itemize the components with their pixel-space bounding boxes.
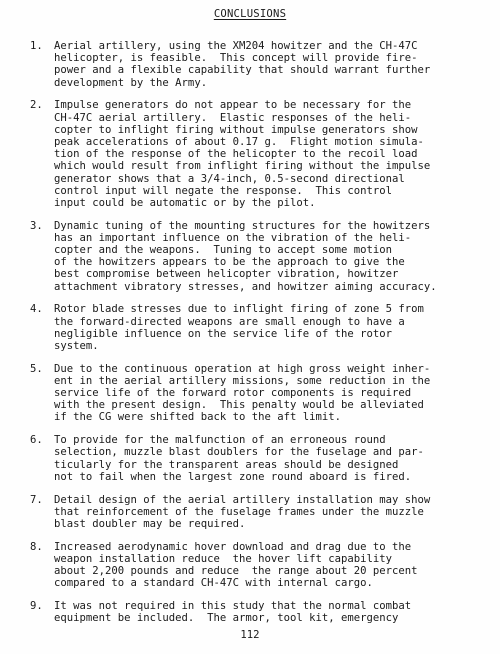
conclusion-item <box>0 220 500 293</box>
text-line: input could be automatic or by the pilot. <box>54 196 316 209</box>
text-line: which would result from inflight firing without the impulse <box>54 160 431 173</box>
text-line: peak accelerations of about 0.17 g. Flight motion simula- <box>54 135 424 148</box>
section-heading <box>0 8 500 20</box>
text-line: CH-47C aerial artillery. Elastic responses of the heli- <box>54 111 412 124</box>
text-line: Aerial artillery, using the XM204 howitzer and the CH-47C <box>54 40 418 52</box>
conclusion-text <box>54 40 482 89</box>
conclusion-number: 6. <box>30 434 43 447</box>
conclusion-number: 4. <box>30 303 43 316</box>
conclusion-text <box>54 99 482 209</box>
conclusion-text <box>54 363 482 424</box>
conclusion-item <box>0 99 500 209</box>
conclusion-number: 7. <box>30 493 43 506</box>
text-line: blast doubler may be required. <box>54 517 246 530</box>
conclusion-text <box>54 220 482 293</box>
text-line: Detail design of the aerial artillery installation may show <box>54 493 431 506</box>
text-line: Impulse generators do not appear to be necessary for the <box>54 99 412 112</box>
text-line: copter to inflight firing without impulse generators show <box>54 123 418 136</box>
conclusions-list <box>0 40 500 635</box>
text-line: tion of the response of the helicopter to the recoil load <box>54 148 418 161</box>
text-line: system. <box>54 339 99 352</box>
conclusion-item <box>0 303 500 352</box>
conclusion-text <box>54 303 482 352</box>
text-line: power and a flexible capability that should warrant further <box>54 64 431 77</box>
conclusion-text <box>54 600 482 624</box>
text-line: of the howitzers appears to be the approach to give the <box>54 256 405 269</box>
conclusion-text <box>54 541 482 590</box>
text-line: service life of the forward rotor components is required <box>54 387 412 400</box>
text-line: equipment be included. The armor, tool kit, emergency <box>54 612 399 625</box>
text-line: with the present design. This penalty would be alleviated <box>54 399 424 412</box>
text-line: Due to the continuous operation at high gross weight inher- <box>54 362 431 375</box>
text-line: weapon installation reduce the hover lift capability <box>54 552 393 565</box>
text-line: It was not required in this study that the normal combat <box>54 599 412 612</box>
text-line: if the CG were shifted back to the aft limit. <box>54 411 342 424</box>
conclusion-number: 9. <box>30 599 43 612</box>
text-line: copter and the weapons. Tuning to accept some motion <box>54 244 393 257</box>
text-line: generator shows that a 3/4-inch, 0.5-second directional <box>54 172 405 185</box>
text-line: best compromise between helicopter vibration, howitzer <box>54 268 399 281</box>
conclusion-number: 2. <box>30 99 43 112</box>
page-number: 112 <box>240 629 260 641</box>
text-line: To provide for the malfunction of an erroneous round <box>54 434 386 447</box>
conclusion-number: 8. <box>30 540 43 553</box>
text-line: compared to a standard CH-47C with internal cargo. <box>54 577 373 590</box>
text-line: ent in the aerial artillery missions, some reduction in the <box>54 374 431 387</box>
text-line: Dynamic tuning of the mounting structures for the howitzers <box>54 219 431 232</box>
conclusion-item <box>0 40 500 89</box>
text-line: Rotor blade stresses due to inflight firing of zone 5 from <box>54 303 424 316</box>
conclusion-number: 5. <box>30 362 43 375</box>
conclusion-item <box>0 434 500 483</box>
text-line: development by the Army. <box>54 76 208 89</box>
text-line: not to fail when the largest zone round aboard is fired. <box>54 470 412 483</box>
text-line: helicopter, is feasible. This concept will provide fire- <box>54 52 418 65</box>
text-line: the forward-directed weapons are small enough to have a <box>54 315 405 328</box>
conclusion-item <box>0 363 500 424</box>
conclusion-number: 3. <box>30 219 43 232</box>
conclusion-number: 1. <box>30 40 43 52</box>
text-line: ticularly for the transparent areas should be designed <box>54 458 399 471</box>
text-line: that reinforcement of the fuselage frames under the muzzle <box>54 505 424 518</box>
text-line: selection, muzzle blast doublers for the fuselage and par- <box>54 446 424 459</box>
conclusion-text <box>54 434 482 483</box>
conclusion-item <box>0 541 500 590</box>
conclusion-item <box>0 600 500 624</box>
section-heading-text: CONCLUSIONS <box>213 8 287 20</box>
text-line: Increased aerodynamic hover download and drag due to the <box>54 540 412 553</box>
text-line: about 2,200 pounds and reduce the range about 20 percent <box>54 565 418 578</box>
conclusion-text <box>54 494 482 531</box>
text-line: has an important influence on the vibration of the heli- <box>54 231 412 244</box>
conclusion-item <box>0 494 500 531</box>
text-line: control input will negate the response. This control <box>54 184 393 197</box>
text-line: negligible influence on the service life of the rotor <box>54 327 393 340</box>
text-line: attachment vibratory stresses, and howitzer aiming accuracy. <box>54 280 437 293</box>
